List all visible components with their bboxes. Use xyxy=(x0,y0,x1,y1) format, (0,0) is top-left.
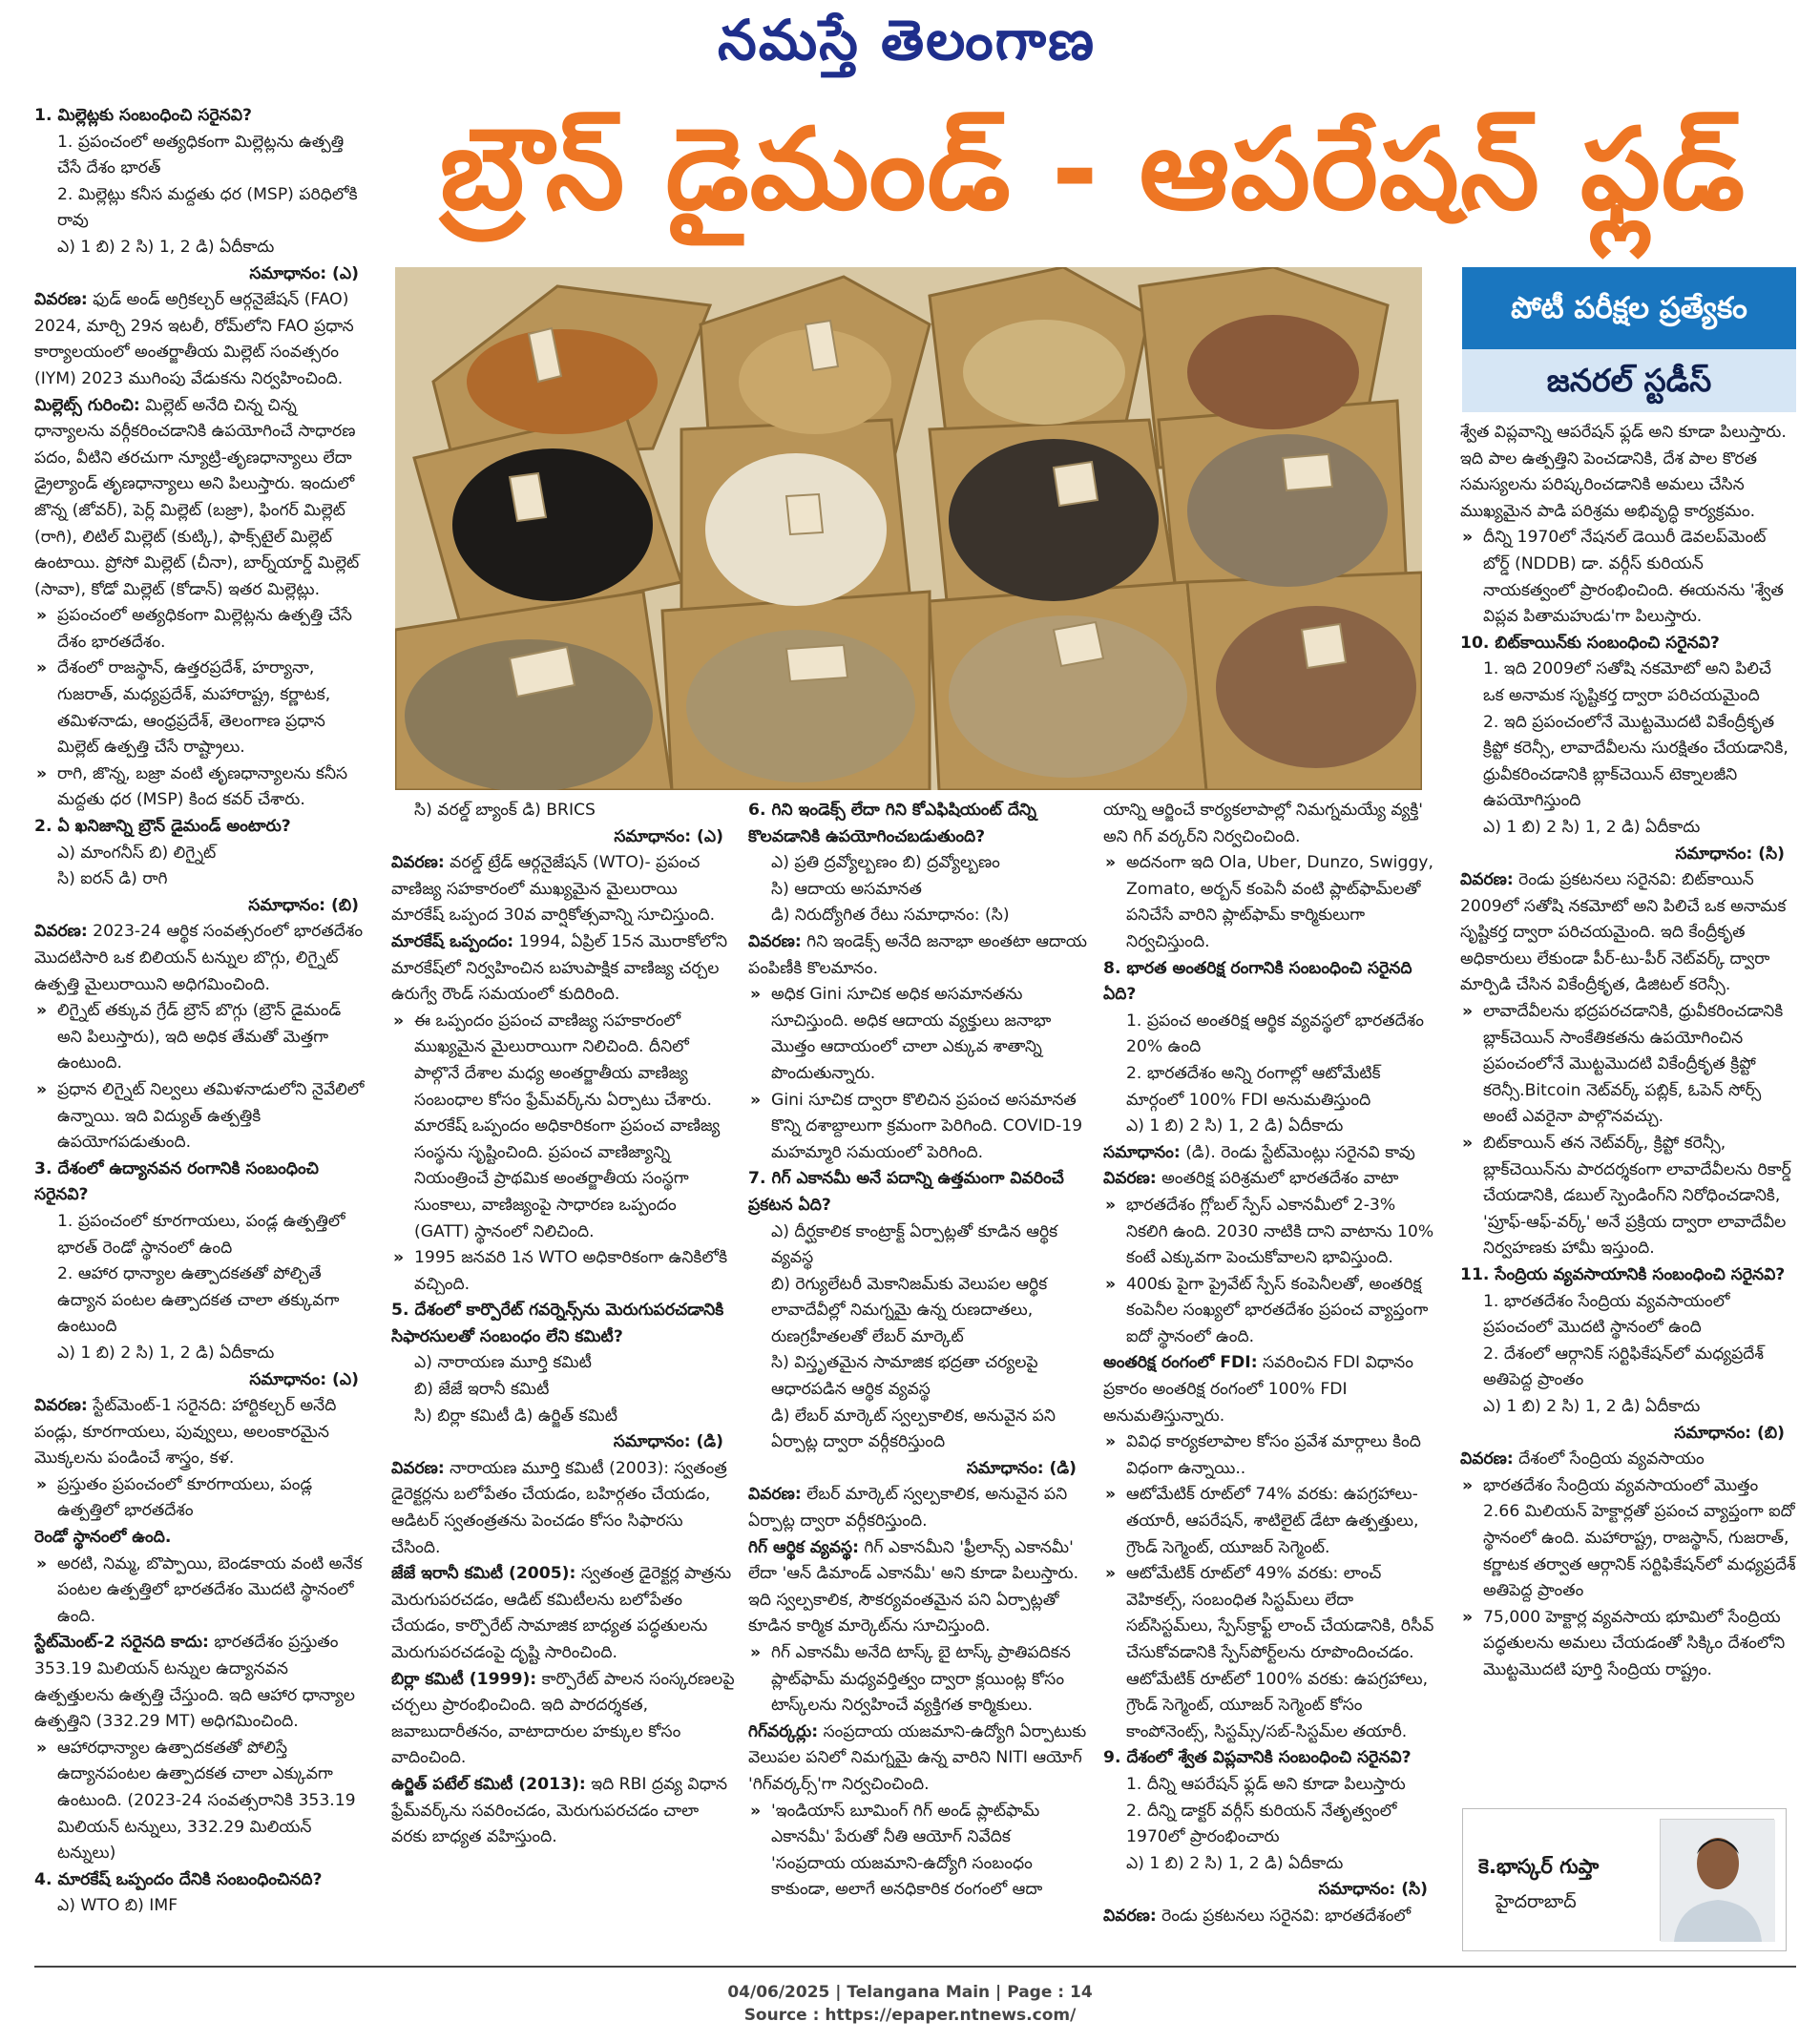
paragraph-text: కార్పొరేట్ పాలన సంస్కరణలపై చర్చలు ప్రారంభించింది. ఇది పారదర్శకత, జవాబుదారీతనం, వాటాదారుల హక్కుల కోసం వాదించింది. xyxy=(391,1669,735,1768)
question xyxy=(34,103,370,130)
paragraph-text: భారతదేశం ప్రస్తుతం 353.19 మిలియన్ టన్నుల ఉద్యానవన ఉత్పత్తులను ఉత్పత్తి చేస్తుంది. ఇది ఆహార ధాన్యాల ఉత్పత్తిని (332.29 MT) అధిగమించింది. xyxy=(34,1633,355,1732)
option-line xyxy=(391,1404,735,1430)
paragraph xyxy=(748,1719,1088,1799)
paragraph-text: లేబర్ మార్కెట్ స్వల్పకాలిక, అనువైన పని ఏర్పాట్ల ద్వారా వర్గీకరిస్తుంది. xyxy=(748,1485,1068,1532)
paragraph-text: సమాధానం: (సి) xyxy=(1675,844,1785,864)
paragraph-text: 1. ప్రపంచంలో అత్యధికంగా మిల్లెట్లను ఉత్పత్తి చేసే దేశం భారత్ xyxy=(57,132,345,178)
paragraph xyxy=(748,1482,1088,1534)
bullet-point xyxy=(1103,1561,1439,1745)
paragraph-text: 400కు పైగా ప్రైవేట్ స్పేస్ కంపెనీలతో, అంతరిక్ష కంపెనీల సంఖ్యలో భారతదేశం ప్రపంచ వ్యాప్తంగా ఐదో స్థానంలో ఉంది. xyxy=(1126,1274,1429,1346)
paragraph-text: సి) వరల్డ్ బ్యాంక్ డి) BRICS xyxy=(414,801,596,820)
option-line xyxy=(34,182,370,235)
paragraph-text: లావాదేవీలను భద్రపరచడానికి, ధ్రువీకరించడానికి బ్లాక్‌చెయిన్ సాంకేతికతను ఉపయోగించిన ప్రపంచంలోనే మొట్టమొదటి వికేంద్రీకృత క్రిప్టో కరెన్సీ.Bitcoin నెట్‌వర్క్ పబ్లిక్, ఓపెన్ సోర్స్ అంటే ఎవరైనా పాల్గొనవచ్చు. xyxy=(1483,1002,1784,1127)
bullet-point xyxy=(1103,850,1439,955)
author-photo xyxy=(1660,1819,1774,1941)
question xyxy=(748,798,1088,850)
option-line xyxy=(1103,1114,1439,1140)
footer-source: Source : https://epaper.ntnews.com/ xyxy=(743,2006,1077,2025)
paragraph-text: సమాధానం: (ఎ) xyxy=(614,826,723,846)
paragraph-label: వివరణ: xyxy=(34,1396,88,1416)
bullet-point xyxy=(748,1640,1088,1719)
paragraph-text: లిగ్నైట్ తక్కువ గ్రేడ్ బ్రౌన్ బొగ్గు (బ్రౌన్ డైమండ్ అని పిలుస్తారు), ఇది అధిక తేమతో మెత్తగా ఉంటుంది. xyxy=(57,1001,342,1073)
bullet-point xyxy=(391,1009,735,1245)
paragraph xyxy=(1103,1904,1439,1930)
paragraph-text: ఎ) WTO బి) IMF xyxy=(57,1896,178,1916)
option-line xyxy=(748,1219,1088,1272)
paragraph-text: గిని ఇండెక్స్ అనేది జనాభా అంతటా ఆదాయ పంపిణీకి కొలమానం. xyxy=(748,931,1087,978)
option-line xyxy=(1103,1799,1439,1851)
bullet-point xyxy=(748,982,1088,1087)
paragraph-text: అధిక Gini సూచిక అధిక అసమానతను సూచిస్తుంది. అధిక ఆదాయ వ్యక్తులు జనాభా మొత్తం ఆదాయంలో చాలా ఎక్కువ శాతాన్ని పొందుతున్నారు. xyxy=(771,985,1052,1083)
paragraph-text: 11. సేంద్రియ వ్యవసాయానికి సంబంధించి సరైనవి? xyxy=(1460,1265,1786,1284)
paragraph-label: స్టేట్‌మెంట్-2 సరైనది కాదు: xyxy=(34,1633,209,1653)
paragraph-text: 2. ఆహార ధాన్యాల ఉత్పాదకతతో పోల్చితే ఉద్యాన పంటల ఉత్పాదకత చాలా తక్కువగా ఉంటుంది xyxy=(57,1264,340,1337)
article-column-1 xyxy=(34,103,370,1952)
paragraph xyxy=(391,1561,735,1666)
paragraph-text: 8. భారత అంతరిక్ష రంగానికి సంబంధించి సరైనది ఏది? xyxy=(1103,958,1412,1005)
paragraph-text: స్వతంత్ర డైరెక్టర్ల పాత్రను మెరుగుపరచడం, ఆడిట్ కమిటీలను బలోపేతం చేయడం, కార్పొరేట్ సామాజిక బాధ్యత పద్ధతులను మెరుగుపరచడంపై దృష్టి సారించింది. xyxy=(391,1564,732,1662)
paragraph-text: 2. మిల్లెట్లు కనీస మద్దతు ధర (MSP) పరిధిలోకి రావు xyxy=(57,184,358,231)
paragraph-text: 9. దేశంలో శ్వేత విప్లవానికి సంబంధించి సరైనవి? xyxy=(1103,1748,1412,1768)
paragraph-text: ప్రధాన లిగ్నైట్ నిల్వలు తమిళనాడులోని నైవేలిలో ఉన్నాయి. ఇది విద్యుత్ ఉత్పత్తికి ఉపయోగపడుతుంది. xyxy=(57,1079,365,1153)
paragraph xyxy=(748,929,1088,982)
paragraph-text: రెండు ప్రకటనలు సరైనవి: బిట్‌కాయిన్ 2009లో సతోషి నకమోటో అని పిలిచే ఒక అనామక సృష్టికర్త ద్వారా పరిచయమైంది. ఇది కేంద్రీకృత అధికారులు లేకుండా పీర్-టు-పీర్ నెట్‌వర్క్ ద్వారా మార్పిడి చేసిన వికేంద్రీకృత, డిజిటల్ కరెన్సీ. xyxy=(1460,870,1787,995)
paragraph-label: బిర్లా కమిటీ (1999): xyxy=(391,1669,537,1689)
paragraph-text: రాగి, జొన్న, బజ్రా వంటి తృణధాన్యాలను కనీస మద్దతు ధర (MSP) కింద కవర్ చేశారు. xyxy=(57,763,348,810)
paragraph-text: సమాధానం: (సి) xyxy=(1318,1880,1428,1900)
option-line xyxy=(748,1404,1088,1456)
paragraph-text: స్టేట్‌మెంట్-1 సరైనది: హార్టికల్చర్ అనేది పండ్లు, కూరగాయలు, పువ్వులు, అలంకారమైన మొక్కలను పండించే శాస్త్రం, కళ. xyxy=(34,1396,337,1469)
paragraph-text: 5. దేశంలో కార్పొరేట్ గవర్నెన్స్‌ను మెరుగుపరచడానికి సిఫారసులతో సంబంధం లేని కమిటీ? xyxy=(391,1301,724,1346)
paragraph-text: ఎ) నారాయణ మూర్తి కమిటీ xyxy=(414,1353,592,1373)
paragraph xyxy=(34,1393,370,1472)
option-line xyxy=(34,1893,370,1920)
paragraph-text: 1. దీన్ని ఆపరేషన్ ఫ్లడ్ అని కూడా పిలుస్తారు xyxy=(1126,1774,1406,1794)
option-line xyxy=(1460,1342,1796,1394)
paragraph-text: 1995 జనవరి 1న WTO అధికారికంగా ఉనికిలోకి వచ్చింది. xyxy=(414,1248,728,1294)
bullet-point xyxy=(1460,525,1796,630)
paragraph-text: వరల్డ్ ట్రేడ్ ఆర్గనైజేషన్ (WTO)- ప్రపంచ వాణిజ్య సహకారంలో ముఖ్యమైన మైలురాయి మారకేష్ ఒప్పంద 30వ వార్షికోత్సవాన్ని సూచిస్తుంది. xyxy=(391,853,716,926)
paragraph-label: మారకేష్ ఒప్పందం: xyxy=(391,931,514,951)
paragraph-text: Gini సూచిక ద్వారా కొలిచిన ప్రపంచ అసమానత కొన్ని దశాబ్దాలుగా క్రమంగా పెరిగింది. COVID-19 మహమ్మారి సమయంలో పెరిగింది. xyxy=(771,1090,1083,1162)
paragraph-label: జేజే ఇరానీ కమిటీ (2005): xyxy=(391,1564,576,1584)
paragraph xyxy=(1460,1447,1796,1473)
bullet-point xyxy=(1460,999,1796,1131)
option-line xyxy=(1103,1772,1439,1799)
answer-line xyxy=(748,1456,1088,1483)
paragraph-text: ఎ) మాంగనీస్ బి) లిగ్నైట్ xyxy=(57,843,217,863)
headline: బ్రౌన్ డైమండ్ - ఆపరేషన్ ఫ్లడ్ xyxy=(439,103,1747,235)
paragraph-label: వివరణ: xyxy=(1103,1169,1157,1189)
paragraph-text: అదనంగా ఇది Ola, Uber, Dunzo, Swiggy, Zomato, అర్బన్ కంపెనీ వంటి ప్లాట్‌ఫామ్‌లతో పనిచేసే వారిని ప్లాట్‌ఫామ్ కార్మికులుగా నిర్వచిస్తుంది. xyxy=(1126,853,1433,951)
bullet-point xyxy=(34,1472,370,1525)
author-name: కె.భాస్కర్ గుప్తా xyxy=(1478,1855,1600,1878)
option-line xyxy=(1460,1289,1796,1342)
answer-line xyxy=(391,824,735,851)
paragraph xyxy=(748,1535,1088,1640)
paragraph-text: ప్రస్తుతం ప్రపంచంలో కూరగాయలు, పండ్ల ఉత్పత్తిలో భారతదేశం xyxy=(57,1474,313,1521)
option-line xyxy=(391,1377,735,1404)
paragraph-label: మిల్లెట్స్ గురించి: xyxy=(34,395,140,415)
paragraph-text: భారతదేశం సేంద్రియ వ్యవసాయంలో మొత్తం 2.66 మిలియన్ హెక్టార్లతో ప్రపంచ వ్యాప్తంగా ఐదో స్థానంలో ఉంది. మహారాష్ట్ర, రాజస్థాన్, గుజరాత్, కర్ణాటక తర్వాత ఆర్గానిక్ సర్టిఫికేషన్‌లో మధ్యప్రదేశ్ అతిపెద్ద ప్రాంతం xyxy=(1483,1475,1796,1601)
paragraph-text: 1. ప్రపంచ అంతరిక్ష ఆర్థిక వ్యవస్థలో భారతదేశం 20% ఉంది xyxy=(1126,1011,1424,1057)
option-line xyxy=(1103,1009,1439,1061)
paragraph xyxy=(34,919,370,998)
paragraph-text: సి) ఐరన్ డి) రాగి xyxy=(57,869,168,889)
paragraph xyxy=(1460,420,1796,525)
bullet-point xyxy=(34,603,370,656)
paragraph xyxy=(1460,867,1796,999)
footer-rule xyxy=(34,1966,1796,1968)
option-line xyxy=(34,841,370,867)
paragraph-text: సి) ఆదాయ అసమానత xyxy=(771,879,922,899)
paragraph xyxy=(391,1772,735,1851)
paragraph-text: 10. బిట్‌కాయిన్‌కు సంబంధించి సరైనవి? xyxy=(1460,633,1720,653)
paragraph-text: 2. ఇది ప్రపంచంలోనే మొట్టమొదటి వికేంద్రీకృత క్రిప్టో కరెన్సీ, లావాదేవీలను సురక్షితం చేయడానికి, ధ్రువీకరించడానికి బ్లాక్‌చెయిన్ టెక్నాలజీని ఉపయోగిస్తుంది xyxy=(1483,712,1789,811)
option-line xyxy=(34,1341,370,1367)
bullet-point xyxy=(34,656,370,761)
option-line xyxy=(1103,1851,1439,1878)
paragraph-label: వివరణ: xyxy=(34,922,88,942)
paragraph-label: గిగ్ ఆర్థిక వ్యవస్థ: xyxy=(748,1537,859,1557)
option-line xyxy=(748,877,1088,904)
paragraph-text: 'ఇండియాస్ బూమింగ్ గిగ్ అండ్ ప్లాట్‌ఫామ్ ఎకానమీ' పేరుతో నీతి ఆయోగ్ నివేదిక 'సంప్రదాయ యజమాని-ఉద్యోగి సంబంధం కాకుండా, అలాగే అనధికారిక రంగంలో ఆదా xyxy=(771,1801,1043,1900)
paragraph-text: 1. మిల్లెట్లకు సంబంధించి సరైనవి? xyxy=(34,106,252,125)
paragraph-label: గిగ్‌వర్కర్లు: xyxy=(748,1721,819,1741)
bullet-point xyxy=(34,1552,370,1631)
paragraph-text: డి) నిరుద్యోగిత రేటు సమాధానం: (సి) xyxy=(771,906,1010,926)
answer-line xyxy=(1460,842,1796,868)
bullet-point xyxy=(1460,1605,1796,1684)
paragraph-text: సమాధానం: (డి) xyxy=(613,1432,723,1452)
answer-line xyxy=(1103,1877,1439,1904)
option-line xyxy=(1103,1061,1439,1114)
paragraph-label: వివరణ: xyxy=(748,931,802,951)
option-line xyxy=(1460,710,1796,815)
paragraph-text: 1. భారతదేశం సేంద్రియ వ్యవసాయంలో ప్రపంచంలో మొదటి స్థానంలో ఉంది xyxy=(1483,1291,1730,1338)
bullet-point xyxy=(1103,1272,1439,1351)
article-column-4 xyxy=(1103,798,1439,1952)
paragraph-text: ఆటోమేటిక్ రూట్‌లో 49% వరకు: లాంచ్ వెహికల్స్, సంబంధిత సిస్టమ్‌లు లేదా సబ్‌సిస్టమ్‌లు, స్పేస్‌క్రాఫ్ట్ లాంచ్ చేయడానికి, రిసీవ్ చేసుకోవడానికి స్పేస్‌పోర్ట్‌లను రూపొందించడం. ఆటోమేటిక్ రూట్‌లో 100% వరకు: ఉపగ్రహాలు, గ్రౌండ్ సెగ్మెంట్, యూజర్ సెగ్మెంట్ కోసం కాంపోనెంట్స్, సిస్టమ్స్/సబ్-సిస్టమ్‌ల తయారీ. xyxy=(1126,1564,1434,1741)
question xyxy=(1103,1745,1439,1772)
question xyxy=(391,1298,735,1350)
paragraph-text: దీన్ని 1970లో నేషనల్ డెయిరీ డెవలప్‌మెంట్ బోర్డ్ (NDDB) డా. వర్గీస్ కురియన్ నాయకత్వంలో ప్రారంభించింది. ఈయనను 'శ్వేత విప్లవ పితామహుడు'గా పిలుస్తారు. xyxy=(1483,528,1784,627)
author-city: హైదరాబాద్ xyxy=(1496,1891,1577,1912)
paragraph-text: నారాయణ మూర్తి కమిటీ (2003): స్వతంత్ర డైరెక్టర్లను బలోపేతం చేయడం, బహిర్గతం చేయడం, ఆడిటర్ స్వతంత్రతను పెంచడం కోసం సిఫారసు చేసింది. xyxy=(391,1458,727,1557)
paragraph-text: బి) జేజే ఇరానీ కమిటీ xyxy=(414,1380,550,1400)
paragraph xyxy=(1103,1350,1439,1429)
paragraph xyxy=(34,1630,370,1735)
paragraph-text: గిగ్ ఎకానమీని 'ఫ్రీలాన్స్ ఎకానమీ' లేదా 'ఆన్ డిమాండ్ ఎకానమీ' అని కూడా పిలుస్తారు. ఇది స్వల్పకాలిక, సౌకర్యవంతమైన పని ఏర్పాట్లతో కూడిన కార్మిక మార్కెట్‌ను సూచిస్తుంది. xyxy=(748,1537,1079,1636)
paragraph xyxy=(34,287,370,392)
paragraph-text: ఎ) 1 బి) 2 సి) 1, 2 డి) ఏదీకాదు xyxy=(1483,817,1701,837)
paragraph xyxy=(391,1456,735,1561)
answer-line xyxy=(391,1429,735,1456)
paragraph-text: రెండో స్థానంలో ఉంది. xyxy=(34,1528,172,1548)
question xyxy=(34,1525,370,1552)
question xyxy=(1460,631,1796,657)
paragraph-text: ఫుడ్ అండ్ అగ్రికల్చర్ ఆర్గనైజేషన్ (FAO) 2024, మార్చి 29న ఇటలీ, రోమ్‌లోని FAO ప్రధాన కార్యాలయంలో అంతర్జాతీయ మిల్లెట్ సంవత్సరం (IYM) 2023 ముగింపు వేడుకను నిర్వహించింది. xyxy=(34,290,354,388)
paragraph-text: సవరించిన FDI విధానం ప్రకారం అంతరిక్ష రంగంలో 100% FDI అనుమతిస్తున్నారు. xyxy=(1103,1353,1413,1426)
paragraph-text: దేశంలో సేంద్రియ వ్యవసాయం xyxy=(1513,1449,1705,1469)
paragraph-text: ఎ) దీర్ఘకాలిక కాంట్రాక్ట్ ఏర్పాట్లతో కూడిన ఆర్థిక వ్యవస్థ xyxy=(771,1221,1058,1268)
option-line xyxy=(391,1350,735,1377)
option-line xyxy=(748,850,1088,877)
bullet-point xyxy=(1460,1131,1796,1262)
paragraph-text: బి) రెగ్యులేటరీ మెకానిజమ్‌కు వెలుపల ఆర్థిక లావాదేవీల్లో నిమగ్నమై ఉన్న రుణదాతలు, రుణగ్రహీతలతో లేబర్ మార్కెట్ xyxy=(771,1274,1048,1346)
paragraph-text: భారతదేశం గ్లోబల్ స్పేస్ ఎకానమీలో 2-3% నికలిగి ఉంది. 2030 నాటికి దాని వాటాను 10% కంటే ఎక్కువగా పెంచుకోవాలని భావిస్తుంది. xyxy=(1126,1195,1434,1268)
paragraph-text: బిట్‌కాయిన్ తన నెట్‌వర్క్, క్రిప్టో కరెన్సీ, బ్లాక్‌చెయిన్‌ను పారదర్శకంగా లావాదేవీలను రికార్డ్ చేయడానికి, డబుల్ స్పెండింగ్‌ని నిరోధించడానికి, 'ప్రూఫ్-ఆఫ్-వర్క్' అనే ప్రక్రియ ద్వారా లావాదేవీల నిర్వహణకు హామీ ఇస్తుంది. xyxy=(1483,1134,1791,1259)
bullet-point xyxy=(1103,1429,1439,1482)
paragraph-text: అరటి, నిమ్మ, బొప్పాయి, బెండకాయ వంటి అనేక పంటల ఉత్పత్తిలో భారతదేశం మొదటి స్థానంలో ఉంది. xyxy=(57,1553,363,1626)
option-line xyxy=(391,798,735,824)
paragraph-label: వివరణ: xyxy=(1103,1906,1157,1926)
option-line xyxy=(1460,656,1796,709)
paragraph-text: 1. ఇది 2009లో సతోషి నకమోటో అని పిలిచే ఒక అనామక సృష్టికర్త ద్వారా పరిచయమైంది xyxy=(1483,659,1771,705)
paragraph-text: యాన్ని ఆర్జించే కార్యకలాపాల్లో నిమగ్నమయ్యే వ్యక్తి' అని గిగ్ వర్కర్‌ని నిర్వచించింది. xyxy=(1103,801,1423,846)
paragraph xyxy=(1103,1140,1439,1167)
paragraph-text: డి) లేబర్ మార్కెట్ స్వల్పకాలిక, అనువైన పని ఏర్పాట్ల ద్వారా వర్గీకరిస్తుంది xyxy=(771,1406,1056,1452)
answer-line xyxy=(34,893,370,920)
paragraph-label: వివరణ: xyxy=(1460,870,1514,890)
article-column-5 xyxy=(1460,420,1796,1794)
bullet-point xyxy=(34,1736,370,1867)
paragraph-text: 7. గిగ్ ఎకానమీ అనే పదాన్ని ఉత్తమంగా వివరించే ప్రకటన ఏది? xyxy=(748,1169,1064,1215)
option-line xyxy=(748,1272,1088,1351)
paragraph-text: సంప్రదాయ యజమాని-ఉద్యోగి ఏర్పాటుకు వెలుపల పనిలో నిమగ్నమై ఉన్న వారిని NITI ఆయోగ్ 'గిగ్‌వర్కర్స్'గా నిర్వచించింది. xyxy=(748,1721,1087,1794)
bullet-point xyxy=(1460,1473,1796,1605)
paragraph-label: వివరణ: xyxy=(34,290,88,310)
paragraph-text: ఇది RBI ద్రవ్య విధాన ఫ్రేమ్‌వర్క్‌ను సవరించడం, మెరుగుపరచడం చాలా వరకు బాధ్యత వహిస్తుంది. xyxy=(391,1774,728,1847)
question xyxy=(34,1867,370,1894)
paragraph-text: ఎ) 1 బి) 2 సి) 1, 2 డి) ఏదీకాదు xyxy=(1483,1396,1701,1416)
paragraph xyxy=(391,1667,735,1772)
masthead: నమస్తే తెలంగాణ xyxy=(718,8,1096,73)
paragraph-text: సమాధానం: (డి) xyxy=(966,1458,1077,1478)
paragraph xyxy=(391,850,735,929)
answer-line xyxy=(34,1367,370,1394)
paragraph-label: వివరణ: xyxy=(1460,1449,1514,1469)
paragraph-label: వివరణ: xyxy=(391,853,445,873)
question xyxy=(34,814,370,841)
paragraph-text: ఎ) 1 బి) 2 సి) 1, 2 డి) ఏదీకాదు xyxy=(1126,1116,1344,1136)
question xyxy=(1460,1262,1796,1289)
paragraph-text: ఎ) ప్రతి ద్రవ్యోల్బణం బి) ద్రవ్యోల్బణం xyxy=(771,853,1000,873)
paragraph-text: గిగ్ ఎకానమీ అనేది టాస్క్ బై టాస్క్ ప్రాతిపదికన ప్లాట్‌ఫామ్ మధ్యవర్తిత్వం ద్వారా క్లయింట్ల కోసం టాస్క్‌లను నిర్వహించే వ్యక్తిగత కార్మికులు. xyxy=(771,1643,1071,1716)
bullet-point xyxy=(748,1088,1088,1167)
answer-line xyxy=(1460,1421,1796,1448)
paragraph-text: 2. దీన్ని డాక్టర్ వర్గీస్ కురియన్ నేతృత్వంలో 1970లో ప్రారంభించారు xyxy=(1126,1801,1397,1847)
paragraph-text: ఎ) 1 బి) 2 సి) 1, 2 డి) ఏదీకాదు xyxy=(57,1343,275,1363)
paragraph-text: అంతరిక్ష పరిశ్రమలో భారతదేశం వాటా xyxy=(1156,1169,1399,1189)
bullet-point xyxy=(34,1077,370,1156)
paragraph-text: 2023-24 ఆర్థిక సంవత్సరంలో భారతదేశం మొదటిసారి ఒక బిలియన్ టన్నుల బొగ్గు, లిగ్నైట్ ఉత్పత్తి మైలురాయిని అధిగమించింది. xyxy=(34,922,364,994)
paragraph-text: ప్రపంచంలో అత్యధికంగా మిల్లెట్లను ఉత్పత్తి చేసే దేశం భారతదేశం. xyxy=(57,606,352,652)
paragraph-text: రెండు ప్రకటనలు సరైనవి: భారతదేశంలో xyxy=(1156,1906,1412,1926)
option-line xyxy=(34,1209,370,1261)
paragraph xyxy=(391,929,735,1009)
question xyxy=(748,1166,1088,1219)
bullet-point xyxy=(34,761,370,814)
option-line xyxy=(34,130,370,182)
paragraph xyxy=(1103,798,1439,850)
article-column-2 xyxy=(391,798,735,1952)
paragraph xyxy=(34,393,370,604)
paragraph-text: 4. మారకేష్ ఒప్పందం దేనికి సంబంధించినది? xyxy=(34,1869,323,1889)
paragraph-text: 6. గిని ఇండెక్స్ లేదా గిని కోఎఫిషియంట్ దేన్ని కొలవడానికి ఉపయోగించబడుతుంది? xyxy=(748,801,1036,846)
bullet-point xyxy=(1103,1482,1439,1561)
paragraph-text: 2. భారతదేశం అన్ని రంగాల్లో ఆటోమేటిక్ మార్గంలో 100% FDI అనుమతిస్తుంది xyxy=(1126,1063,1381,1110)
option-line xyxy=(34,866,370,893)
tag-general-studies: జనరల్ స్టడీస్ xyxy=(1462,349,1796,412)
paragraph-text: సమాధానం: (ఎ) xyxy=(249,1369,359,1389)
paragraph-text: వివిధ కార్యకలాపాల కోసం ప్రవేశ మార్గాలు కింది విధంగా ఉన్నాయి.. xyxy=(1126,1432,1421,1478)
author-box xyxy=(1462,1808,1787,1951)
paragraph-label: సమాధానం: xyxy=(1103,1142,1181,1162)
question xyxy=(34,1156,370,1209)
paragraph-text: 2. దేశంలో ఆర్గానిక్ సర్టిఫికేషన్‌లో మధ్యప్రదేశ్ అతిపెద్ద ప్రాంతం xyxy=(1483,1344,1764,1390)
paragraph-text: మిల్లెట్ అనేది చిన్న చిన్న ధాన్యాలను వర్గీకరించడానికి ఉపయోగించే సాధారణ పదం, వీటిని తరచుగా న్యూట్రి-తృణధాన్యాలు లేదా డ్రైల్యాండ్ తృణధాన్యాలు అని పిలుస్తారు. ఇందులో జొన్న (జోవర్), పెర్ల్ మిల్లెట్ (బజ్రా), ఫింగర్ మిల్లెట్ (రాగి), లిటిల్ మిల్లెట్ (కుట్కి), ఫాక్స్‌టైల్ మిల్లెట్ ఉంటాయి. ప్రోసో మిల్లెట్ (చీనా), బార్న్‌యార్డ్ మిల్లెట్ (సావా), కోడో మిల్లెట్ (కోడాన్) ఇతర మిల్లెట్లు. xyxy=(34,395,360,599)
answer-line xyxy=(34,261,370,288)
bullet-point xyxy=(391,1245,735,1298)
article-column-3 xyxy=(748,798,1088,1952)
question xyxy=(1103,956,1439,1009)
paragraph xyxy=(1103,1166,1439,1193)
paragraph-text: (డి). రెండు స్టేట్‌మెంట్లు సరైనవి కావు xyxy=(1180,1142,1415,1162)
paragraph-text: సి) విస్తృతమైన సామాజిక భద్రతా చర్యలపై ఆధారపడిన ఆర్థిక వ్యవస్థ xyxy=(771,1353,1038,1400)
paragraph-text: ఆహారధాన్యాల ఉత్పాదకతతో పోలిస్తే ఉద్యానపంటల ఉత్పాదకత చాలా ఎక్కువగా ఉంటుంది. (2023-24 సంవత్సరానికి 353.19 మిలియన్ టన్నులు, 332.29 మిలియన్ టన్నులు) xyxy=(57,1738,356,1864)
option-line xyxy=(748,1350,1088,1403)
option-line xyxy=(1460,1394,1796,1421)
paragraph-text: 1994, ఏప్రిల్ 15న మొరాకోలోని మారకేష్‌లో నిర్వహించిన బహుపాక్షిక వాణిజ్య చర్చల ఉరుగ్వే రౌండ్ సమయంలో కుదిరింది. xyxy=(391,931,728,1005)
paragraph-text: 3. దేశంలో ఉద్యానవన రంగానికి సంబంధించి సరైనవి? xyxy=(34,1158,319,1205)
paragraph-text: సి) బిర్లా కమిటీ డి) ఉర్జిత్ కమిటీ xyxy=(414,1406,617,1426)
paragraph-text: 2. ఏ ఖనిజాన్ని బ్రౌన్ డైమండ్ అంటారు? xyxy=(34,817,291,837)
paragraph-text: ఈ ఒప్పందం ప్రపంచ వాణిజ్య సహకారంలో ముఖ్యమైన మైలురాయిగా నిలిచింది. దీనిలో పాల్గొనే దేశాల మధ్య అంతర్జాతీయ వాణిజ్య సంబంధాల కోసం ఫ్రేమ్‌వర్క్‌ను ఏర్పాటు చేశారు. మారకేష్ ఒప్పందం అధికారికంగా ప్రపంచ వాణిజ్య సంస్థను సృష్టించింది. ప్రపంచ వాణిజ్యాన్ని నియంత్రించే ప్రాథమిక అంతర్జాతీయ సంస్థగా సుంకాలు, వాణిజ్యంపై సాధారణ ఒప్పందం (GATT) స్థానంలో నిలిచింది. xyxy=(414,1011,721,1241)
paragraph-label: అంతరిక్ష రంగంలో FDI: xyxy=(1103,1353,1258,1373)
paragraph-text: ఎ) 1 బి) 2 సి) 1, 2 డి) ఏదీకాదు xyxy=(57,237,275,257)
paragraph-text: శ్వేత విప్లవాన్ని ఆపరేషన్ ఫ్లడ్ అని కూడా పిలుస్తారు. ఇది పాల ఉత్పత్తిని పెంచడానికి, దేశ పాల కొరత సమస్యలను పరిష్కరించడానికి అమలు చేసిన ముఖ్యమైన పాడి పరిశ్రమ అభివృద్ధి కార్యక్రమం. xyxy=(1460,423,1787,521)
option-line xyxy=(34,235,370,261)
bullet-point xyxy=(748,1799,1088,1904)
paragraph-label: ఉర్జిత్ పటేల్ కమిటీ (2013): xyxy=(391,1774,586,1794)
tag-competitive-exams: పోటీ పరీక్షల ప్రత్యేకం xyxy=(1462,267,1796,349)
bullet-point xyxy=(1103,1193,1439,1272)
paragraph-text: సమాధానం: (బి) xyxy=(1674,1423,1785,1443)
paragraph-text: సమాధానం: (బి) xyxy=(248,895,359,915)
paragraph-label: వివరణ: xyxy=(748,1485,802,1505)
option-line xyxy=(748,903,1088,929)
paragraph-text: ఆటోమేటిక్ రూట్‌లో 74% వరకు: ఉపగ్రహాలు-తయారీ, ఆపరేషన్, శాటిలైట్ డేటా ఉత్పత్తులు, గ్రౌండ్ సెగ్మెంట్, యూజర్ సెగ్మెంట్. xyxy=(1126,1485,1419,1557)
paragraph-text: సమాధానం: (ఎ) xyxy=(249,263,359,283)
paragraph-text: 1. ప్రపంచంలో కూరగాయలు, పండ్ల ఉత్పత్తిలో భారత్ రెండో స్థానంలో ఉంది xyxy=(57,1211,345,1258)
footer-date-page: 04/06/2025 | Telangana Main | Page : 14 xyxy=(727,1983,1093,2002)
bullet-point xyxy=(34,998,370,1077)
millets-photo xyxy=(395,267,1422,790)
option-line xyxy=(1460,815,1796,842)
paragraph-text: 75,000 హెక్టార్ల వ్యవసాయ భూమిలో సేంద్రియ పద్ధతులను అమలు చేయడంతో సిక్కిం దేశంలోని మొట్టమొదటి పూర్తి సేంద్రియ రాష్ట్రం. xyxy=(1483,1607,1786,1679)
paragraph-text: దేశంలో రాజస్థాన్, ఉత్తరప్రదేశ్, హర్యానా, గుజరాత్, మధ్యప్రదేశ్, మహారాష్ట్ర, కర్ణాటక, తమిళనాడు, ఆంధ్రప్రదేశ్, తెలంగాణ ప్రధాన మిల్లెట్ ఉత్పత్తి చేసే రాష్ట్రాలు. xyxy=(57,658,331,758)
option-line xyxy=(34,1261,370,1341)
paragraph-label: వివరణ: xyxy=(391,1458,445,1478)
paragraph-text: ఎ) 1 బి) 2 సి) 1, 2 డి) ఏదీకాదు xyxy=(1126,1853,1344,1873)
